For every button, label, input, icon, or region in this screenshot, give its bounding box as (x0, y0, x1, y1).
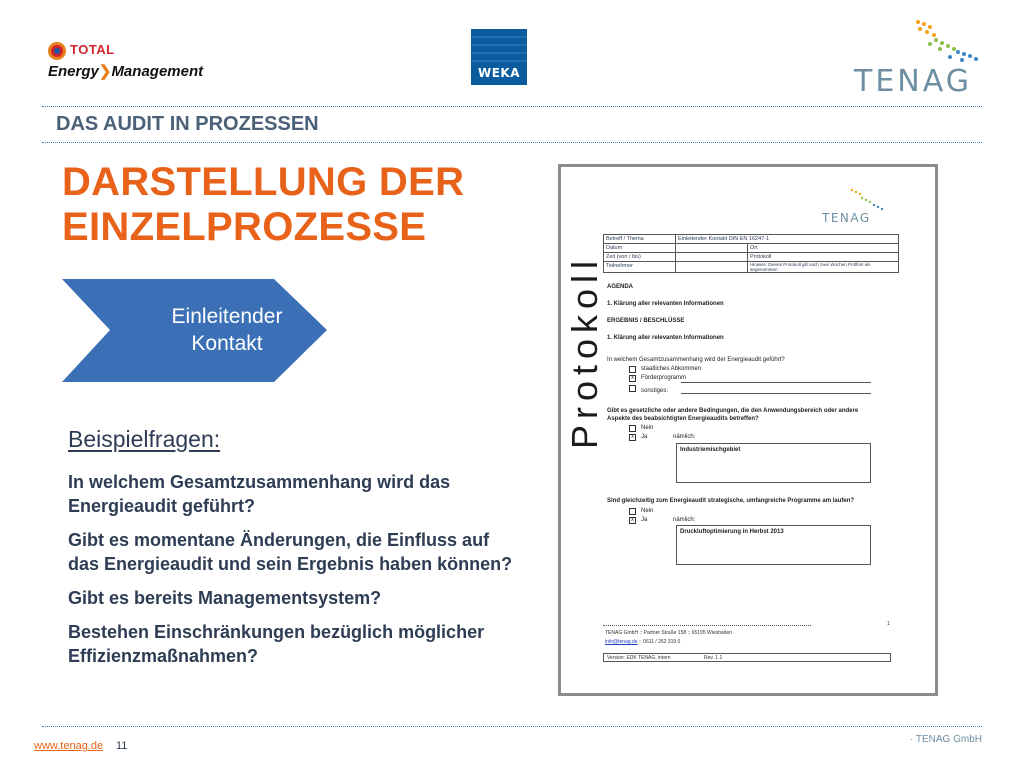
total-energy-management-logo (46, 38, 236, 86)
doc-agenda-item: 1. Klärung aller relevanten Informationen (607, 301, 724, 307)
page-title (62, 160, 464, 250)
doc-answer-line (681, 393, 871, 394)
doc-q3-ja: Ja (641, 517, 648, 523)
table-cell: Einleitender Kontakt DIN EN 16247-1 (676, 235, 899, 244)
weka-lines-icon (471, 29, 527, 65)
table-cell: Betreff / Thema (604, 235, 676, 244)
page-title-line-2: EINZELPROZESSE (62, 205, 427, 249)
doc-checkbox-checked: x (631, 434, 634, 440)
process-step-chevron (62, 279, 327, 382)
example-question: Bestehen Einschränkungen bezüglich möglicher Effizienzmaßnahmen? (68, 622, 485, 666)
table-cell: Zeit (von / bis) (604, 253, 676, 262)
example-questions-list (68, 470, 518, 678)
doc-q2-ja: Ja (641, 434, 648, 440)
footer-website-link[interactable]: www.tenag.de (34, 740, 104, 752)
doc-page-number: 1 (887, 621, 890, 627)
doc-q1-option: staatliches Abkommen (641, 366, 702, 372)
doc-q3-nein: Nein (641, 508, 654, 514)
doc-checkbox-checked: x (631, 375, 634, 381)
header-divider-top (42, 106, 982, 107)
doc-footer-company: TENAG GmbH :: Partner Straße 158 :: 65195 Wiesbaden (605, 630, 733, 636)
document-tenag-wordmark: TENAG (822, 211, 871, 225)
table-cell (676, 244, 748, 253)
doc-ergebnis-item: 1. Klärung aller relevanten Informationen (607, 335, 724, 341)
doc-question-1: In welchem Gesamtzusammenhang wird der Energieaudit geführt? (607, 357, 785, 363)
doc-checkbox (629, 425, 636, 432)
protokoll-document-preview (558, 164, 938, 696)
table-cell: Protokoll (748, 253, 899, 262)
doc-q1-option: Förderprogramm (641, 375, 687, 381)
section-title: DAS AUDIT IN PROZESSEN (56, 113, 319, 135)
footer-brand: · TENAG GmbH (909, 734, 982, 745)
example-question: In welchem Gesamtzusammenhang wird das Energieaudit geführt? (68, 472, 451, 516)
doc-footer-email: info@tenag.de (605, 639, 638, 645)
doc-answer-line (681, 382, 871, 383)
weka-wordmark: WEKA (477, 66, 521, 80)
doc-footer-contact: info@tenag.de :: 0611 / 262 319 0 (605, 639, 681, 645)
doc-version-box (603, 653, 891, 662)
doc-q2-answer: Industriemischgebiet (680, 447, 741, 453)
tenag-wordmark: TENAG (854, 64, 972, 99)
doc-checkbox (629, 366, 636, 373)
doc-agenda-heading: AGENDA (607, 284, 634, 290)
table-cell (676, 262, 748, 273)
doc-checkbox-checked: x (631, 517, 634, 523)
table-cell: Hinweis: Dieses Protokoll gilt nach zwei Wochen Prüffrist als angenommen (748, 262, 899, 273)
document-header-table (603, 234, 899, 273)
doc-q2-answer-box (676, 443, 871, 483)
example-question: Gibt es momentane Änderungen, die Einfluss auf das Energieaudit und sein Ergebnis haben können? (68, 530, 513, 574)
document-tenag-dots-icon (816, 187, 896, 213)
tenag-logo (850, 18, 985, 99)
page-title-line-1: DARSTELLUNG DER (62, 160, 465, 204)
doc-question-3: Sind gleichzeitig zum Energieaudit strategische, umfangreiche Programme am laufen? (607, 498, 855, 504)
footer-divider (42, 726, 982, 727)
doc-rev: Rev. 1.1 (704, 655, 723, 661)
doc-question-2-line-2: Aspekte des beabsichtigten Energieaudits betreffen? (607, 416, 759, 422)
doc-ergebnis-heading: ERGEBNIS / BESCHLÜSSE (607, 318, 685, 324)
doc-footer-divider (603, 625, 811, 626)
doc-q1-option: sonstiges: (641, 388, 669, 394)
energy-management-wordmark: Energy❯Management (48, 63, 204, 80)
document-vertical-title: Protokoll (564, 254, 605, 450)
tenag-dots-icon (850, 18, 985, 68)
doc-q3-answer-box (676, 525, 871, 565)
examples-heading: Beispielfragen: (68, 426, 221, 452)
table-cell: Datum (604, 244, 676, 253)
doc-q2-naemlich: nämlich: (673, 434, 696, 440)
doc-checkbox (629, 508, 636, 515)
example-question: Gibt es bereits Managementsystem? (68, 588, 382, 608)
document-tenag-logo (816, 187, 896, 227)
process-step-label: Einleitender Kontakt (171, 305, 283, 355)
doc-version: Version: EDK TENAG, intern (607, 655, 671, 661)
table-cell (676, 253, 748, 262)
doc-q3-naemlich: nämlich: (673, 517, 696, 523)
weka-logo (471, 29, 527, 85)
total-wordmark: TOTAL (70, 42, 115, 57)
table-cell: Ort (748, 244, 899, 253)
total-mark-icon (46, 40, 68, 62)
header-divider-bottom (42, 142, 982, 143)
doc-question-2-line-1: Gibt es gesetzliche oder andere Bedingungen, die den Anwendungsbereich oder andere (607, 408, 859, 414)
table-cell: Teilnehmer (604, 262, 676, 273)
slide-number: 11 (116, 740, 128, 752)
doc-checkbox (629, 385, 636, 392)
doc-q2-nein: Nein (641, 425, 654, 431)
doc-q3-answer: Druckluftoptimierung in Herbst 2013 (680, 529, 784, 535)
